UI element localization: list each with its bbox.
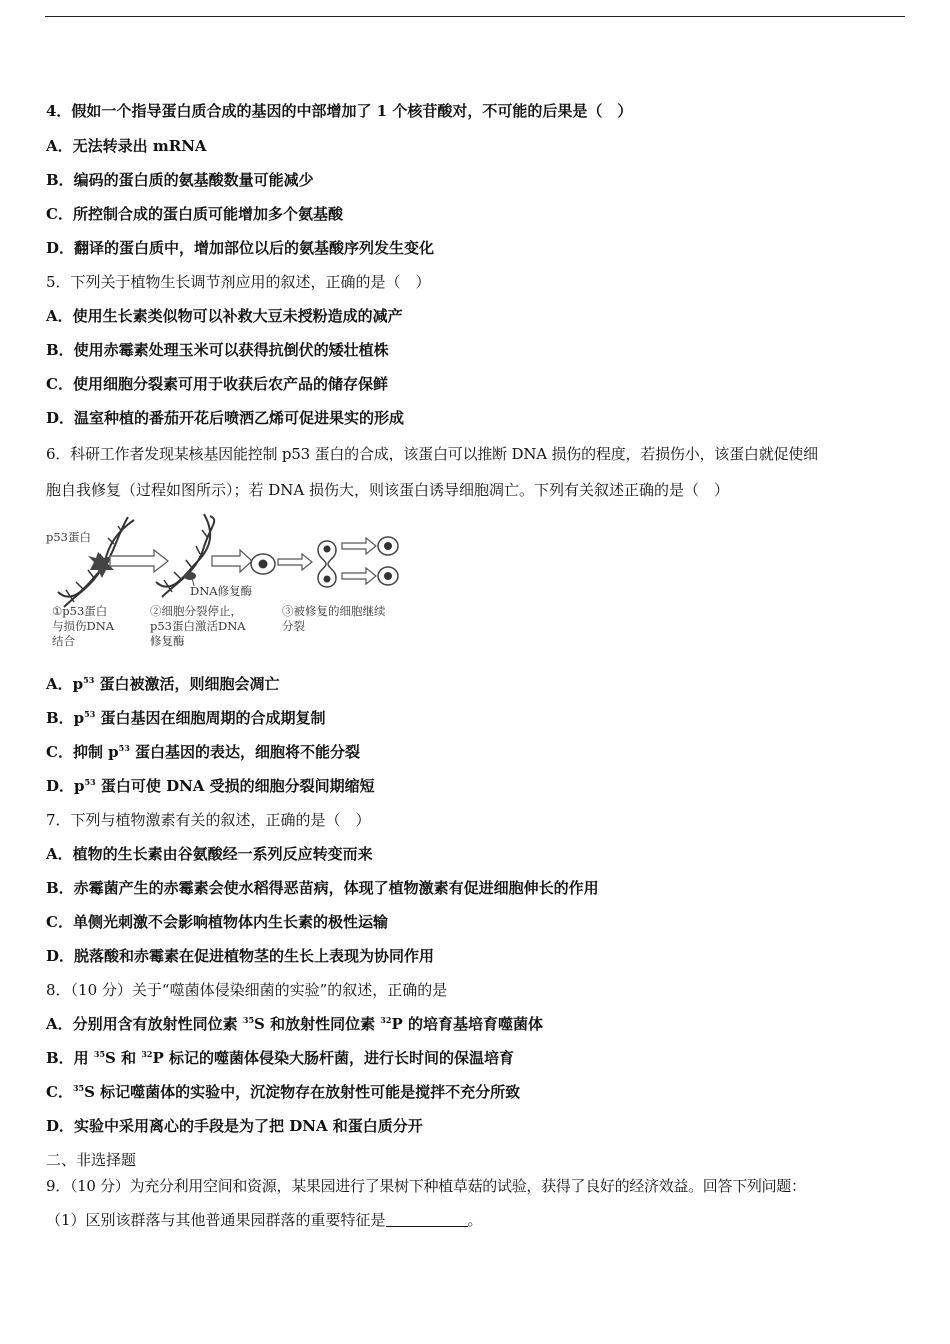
q5-option-d: D．温室种植的番茄开花后喷洒乙烯可促进果实的形成 (46, 409, 405, 427)
q8-option-c: C．$^{35}$S 标记噬菌体的实验中，沉淀物存在放射性可能是搅拌不充分所致 (46, 1083, 521, 1101)
cell-icon (251, 554, 275, 574)
dividing-cell-icon (318, 541, 336, 587)
step3-caption: ③被修复的细胞继续 分裂 (282, 604, 386, 633)
daughter-cell-icon (378, 567, 398, 585)
label-dna-repair-enzyme: DNA修复酶 (190, 584, 253, 598)
q6-stem-line2: 胞自我修复（过程如图所示）；若 DNA 损伤大，则该蛋白诱导细胞凋亡。下列有关叙述正确的是（ ） (46, 481, 730, 499)
q8-option-d: D．实验中采用离心的手段是为了把 DNA 和蛋白质分开 (46, 1117, 423, 1135)
q6-option-b: B．$p^{53}$ 蛋白基因在细胞周期的合成期复制 (46, 709, 326, 727)
q8-option-b: B．用 $^{35}$S 和 $^{32}$P 标记的噬菌体侵染大肠杆菌，进行长时间的保温培育 (46, 1049, 514, 1067)
q4-option-d: D．翻译的蛋白质中，增加部位以后的氨基酸序列发生变化 (46, 239, 435, 257)
q9-sub1: （1）区别该群落与其他普通果园群落的重要特征是 。 (46, 1211, 483, 1229)
repair-enzyme-icon (184, 572, 196, 580)
label-p53-protein: p53蛋白 (46, 530, 91, 544)
arrow-right-icon (342, 538, 376, 554)
arrow-right-icon (110, 550, 168, 572)
q5-stem: 5．下列关于植物生长调节剂应用的叙述，正确的是（ ） (46, 273, 431, 291)
q7-option-c: C．单侧光刺激不会影响植物体内生长素的极性运输 (46, 913, 388, 931)
p53-repair-diagram (44, 512, 404, 652)
arrow-right-icon (278, 554, 312, 570)
q6-stem-line1: 6．科研工作者发现某核基因能控制 p53 蛋白的合成，该蛋白可以推断 DNA 损伤的程度，若损伤小，该蛋白就促使细 (46, 445, 818, 463)
q4-option-b: B．编码的蛋白质的氨基酸数量可能减少 (46, 171, 314, 189)
q9-stem: 9．（10 分）为充分利用空间和资源，某果园进行了果树下种植草菇的试验，获得了良好的经济效益。回答下列问题： (46, 1177, 806, 1195)
q7-option-d: D．脱落酸和赤霉素在促进植物茎的生长上表现为协同作用 (46, 947, 435, 965)
daughter-cell-icon (378, 537, 398, 555)
header-rule (45, 16, 905, 17)
step1-caption: ①p53蛋白 与损伤DNA 结合 (52, 604, 115, 648)
step2-caption: ②细胞分裂停止， p53蛋白激活DNA 修复酶 (150, 604, 246, 648)
q4-stem: 4．假如一个指导蛋白质合成的基因的中部增加了 1 个核苷酸对，不可能的后果是（ ） (46, 102, 633, 120)
arrow-right-icon (212, 550, 252, 572)
q6-option-a: A．$p^{53}$ 蛋白被激活，则细胞会凋亡 (46, 675, 280, 693)
q5-option-c: C．使用细胞分裂素可用于收获后农产品的储存保鲜 (46, 375, 388, 393)
section-heading: 二、非选择题 (46, 1151, 137, 1169)
q5-option-a: A．使用生长素类似物可以补救大豆未授粉造成的减产 (46, 307, 403, 325)
answer-blank[interactable] (386, 1212, 468, 1227)
q7-stem: 7．下列与植物激素有关的叙述，正确的是（ ） (46, 811, 371, 829)
q4-option-a: A．无法转录出 mRNA (46, 137, 207, 155)
q7-option-b: B．赤霉菌产生的赤霉素会使水稻得恶苗病，体现了植物激素有促进细胞伸长的作用 (46, 879, 599, 897)
q6-option-d: D．$p^{53}$ 蛋白可使 DNA 受损的细胞分裂间期缩短 (46, 777, 375, 795)
q5-option-b: B．使用赤霉素处理玉米可以获得抗倒伏的矮壮植株 (46, 341, 389, 359)
q7-option-a: A．植物的生长素由谷氨酸经一系列反应转变而来 (46, 845, 373, 863)
q8-option-a: A．分别用含有放射性同位素 $^{35}$S 和放射性同位素 $^{32}$P 的培育基培育噬菌体 (46, 1015, 543, 1033)
q8-stem: 8．（10 分）关于“噬菌体侵染细菌的实验”的叙述，正确的是 (46, 981, 448, 999)
q6-option-c: C．抑制 $p^{53}$ 蛋白基因的表达，细胞将不能分裂 (46, 743, 361, 761)
q4-option-c: C．所控制合成的蛋白质可能增加多个氨基酸 (46, 205, 343, 223)
arrow-right-icon (342, 568, 376, 584)
